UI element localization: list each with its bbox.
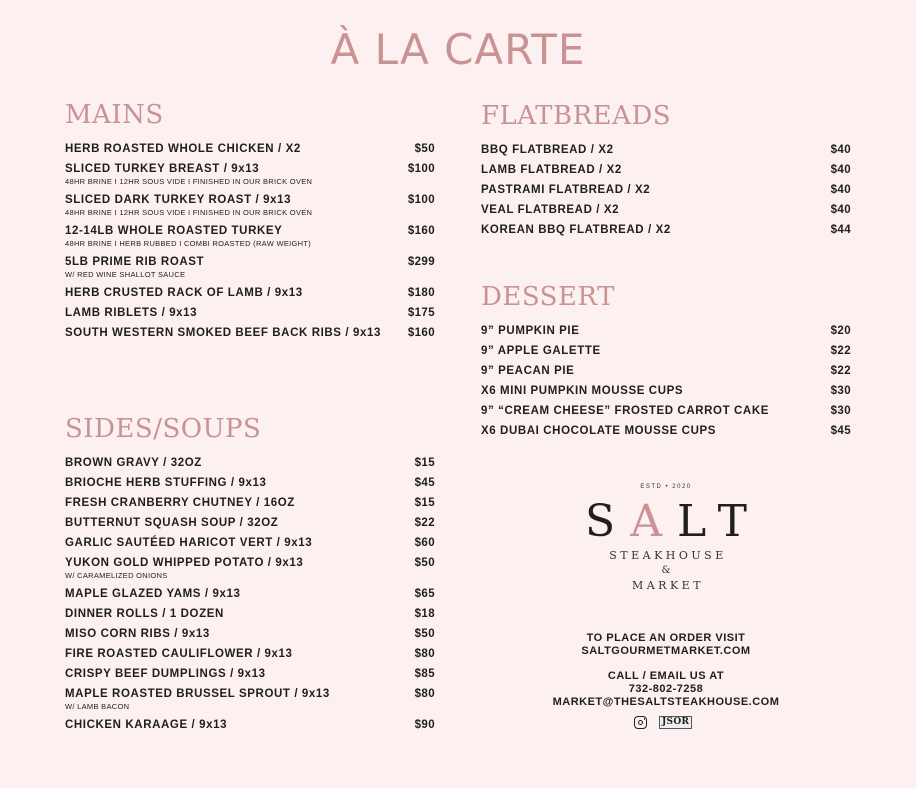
menu-item-text <box>481 183 650 197</box>
menu-item-name: PASTRAMI FLATBREAD / X2 <box>481 184 651 196</box>
menu-item-text <box>481 143 614 157</box>
menu-item-price: $100 <box>407 194 435 206</box>
menu-item-text <box>481 364 574 378</box>
logo-letter-a: A <box>630 496 677 547</box>
brand-market: MARKET <box>631 579 705 592</box>
menu-item-name: KOREAN BBQ FLATBREAD / X2 <box>481 224 671 236</box>
menu-item <box>65 516 435 530</box>
menu-item-price: $299 <box>407 256 435 268</box>
menu-item-price: $40 <box>830 184 851 196</box>
menu-item-text <box>65 456 202 470</box>
order-instruction: TO PLACE AN ORDER VISIT <box>586 632 746 644</box>
menu-item <box>481 203 851 217</box>
menu-item-name: SOUTH WESTERN SMOKED BEEF BACK RIBS / 9x13 <box>65 327 381 339</box>
menu-item-name: BBQ FLATBREAD / X2 <box>481 144 614 156</box>
menu-item <box>481 364 851 378</box>
menu-item-name: FRESH CRANBERRY CHUTNEY / 16OZ <box>65 497 295 509</box>
menu-item-text <box>65 142 301 156</box>
menu-item-text <box>65 224 311 249</box>
menu-item-price: $45 <box>414 477 435 489</box>
call-info <box>530 670 802 709</box>
menu-item-price: $90 <box>414 719 435 731</box>
menu-item <box>481 344 851 358</box>
menu-item-name: 5LB PRIME RIB ROAST <box>65 256 205 268</box>
menu-item-name: LAMB RIBLETS / 9x13 <box>65 307 198 319</box>
order-info <box>530 632 802 658</box>
menu-item-name: SLICED TURKEY BREAST / 9x13 <box>65 163 260 175</box>
menu-item <box>65 255 435 280</box>
dessert-heading: DESSERT <box>481 282 615 312</box>
menu-item-description: W/ CARAMELIZED ONIONS <box>65 571 168 580</box>
menu-item-text <box>65 587 240 601</box>
menu-item-price: $45 <box>830 425 851 437</box>
menu-item <box>65 476 435 490</box>
menu-item-price: $44 <box>830 224 851 236</box>
menu-item-name: HERB CRUSTED RACK OF LAMB / 9x13 <box>65 287 303 299</box>
menu-item <box>65 496 435 510</box>
menu-item-price: $15 <box>414 497 435 509</box>
menu-item-name: MISO CORN RIBS / 9x13 <box>65 628 210 640</box>
menu-item <box>481 223 851 237</box>
menu-item-text <box>65 286 303 300</box>
menu-item <box>481 324 851 338</box>
menu-item-name: X6 MINI PUMPKIN MOUSSE CUPS <box>481 385 684 397</box>
menu-item-price: $40 <box>830 144 851 156</box>
menu-item <box>65 647 435 661</box>
sides-section <box>65 414 435 738</box>
menu-item <box>65 587 435 601</box>
menu-item <box>65 667 435 681</box>
menu-item <box>65 687 435 712</box>
menu-item <box>481 404 851 418</box>
menu-item-price: $65 <box>414 588 435 600</box>
menu-item <box>65 607 435 621</box>
mains-list <box>65 142 435 340</box>
menu-item-price: $180 <box>407 287 435 299</box>
menu-item-name: 12-14LB WHOLE ROASTED TURKEY <box>65 225 283 237</box>
dessert-section <box>481 282 851 444</box>
menu-item-text <box>481 344 601 358</box>
menu-item-price: $175 <box>407 307 435 319</box>
menu-item-name: VEAL FLATBREAD / X2 <box>481 204 620 216</box>
menu-item <box>481 183 851 197</box>
menu-item-price: $160 <box>407 327 435 339</box>
menu-item-price: $22 <box>830 345 851 357</box>
brand-steakhouse: STEAKHOUSE <box>609 549 727 562</box>
menu-item-name: MAPLE GLAZED YAMS / 9x13 <box>65 588 241 600</box>
menu-item-text <box>65 193 312 218</box>
menu-item-description: 48HR BRINE I HERB RUBBED I COMBI ROASTED (RAW WEIGHT) <box>65 239 312 248</box>
menu-item-name: CRISPY BEEF DUMPLINGS / 9x13 <box>65 668 266 680</box>
menu-item <box>65 193 435 218</box>
menu-item-description: 48HR BRINE I 12HR SOUS VIDE I FINISHED IN OUR BRICK OVEN <box>65 208 313 217</box>
phone-number[interactable]: 732-802-7258 <box>628 683 704 695</box>
menu-item-name: SLICED DARK TURKEY ROAST / 9x13 <box>65 194 292 206</box>
menu-item-price: $30 <box>830 385 851 397</box>
page-title: À LA CARTE <box>330 25 586 74</box>
logo-letter-s: S <box>585 496 631 547</box>
menu-item <box>65 326 435 340</box>
menu-item <box>65 306 435 320</box>
menu-item-text <box>65 496 295 510</box>
menu-item <box>65 456 435 470</box>
menu-item-name: 9” PUMPKIN PIE <box>481 325 580 337</box>
menu-item-text <box>481 223 671 237</box>
flatbreads-heading: FLATBREADS <box>481 101 672 131</box>
menu-item-price: $60 <box>414 537 435 549</box>
sides-heading: SIDES/SOUPS <box>65 414 262 444</box>
menu-item-text <box>481 163 622 177</box>
logo-letter-l: L <box>676 496 718 547</box>
menu-item-text <box>65 476 266 490</box>
menu-item <box>65 718 435 732</box>
menu-item-name: 9” “CREAM CHEESE” FROSTED CARROT CAKE <box>481 405 769 417</box>
jsor-badge: JSOR <box>659 716 692 729</box>
menu-item-price: $18 <box>414 608 435 620</box>
menu-item <box>65 224 435 249</box>
menu-item <box>65 556 435 581</box>
menu-item-name: CHICKEN KARAAGE / 9x13 <box>65 719 228 731</box>
menu-item-text <box>65 718 227 732</box>
menu-item-price: $40 <box>830 204 851 216</box>
menu-item-name: BROWN GRAVY / 32OZ <box>65 457 202 469</box>
menu-item-text <box>65 536 312 550</box>
menu-item-name: GARLIC SAUTÉED HARICOT VERT / 9x13 <box>65 537 313 549</box>
menu-item-price: $30 <box>830 405 851 417</box>
menu-item-text <box>481 324 580 338</box>
menu-item-description: W/ RED WINE SHALLOT SAUCE <box>65 270 186 279</box>
brand-logo <box>540 496 792 548</box>
menu-item-price: $22 <box>414 517 435 529</box>
menu-item-text <box>481 404 769 418</box>
sides-list <box>65 456 435 732</box>
menu-item-text <box>65 607 224 621</box>
menu-item-name: HERB ROASTED WHOLE CHICKEN / X2 <box>65 143 301 155</box>
menu-item-text <box>481 203 619 217</box>
menu-item-name: DINNER ROLLS / 1 DOZEN <box>65 608 224 620</box>
brand-ampersand: & <box>661 565 671 576</box>
menu-item-text <box>65 627 210 641</box>
menu-item-text <box>65 306 197 320</box>
menu-item-text <box>65 667 266 681</box>
menu-item-text <box>65 556 303 581</box>
menu-item-name: X6 DUBAI CHOCOLATE MOUSSE CUPS <box>481 425 717 437</box>
menu-item-price: $50 <box>414 557 435 569</box>
logo-letter-t: T <box>717 496 762 547</box>
menu-item-price: $160 <box>407 225 435 237</box>
brand-established: ESTD • 2020 <box>640 484 692 490</box>
menu-item <box>65 627 435 641</box>
flatbreads-section <box>481 101 851 243</box>
flatbreads-list <box>481 143 851 237</box>
menu-item <box>65 536 435 550</box>
dessert-list <box>481 324 851 438</box>
menu-item <box>481 143 851 157</box>
mains-heading: MAINS <box>65 100 164 130</box>
menu-item-price: $22 <box>830 365 851 377</box>
mains-section <box>65 100 435 346</box>
menu-item-description: W/ LAMB BACON <box>65 702 130 711</box>
menu-item-price: $80 <box>414 648 435 660</box>
order-website-link[interactable]: SALTGOURMETMARKET.COM <box>581 645 751 657</box>
menu-item-name: LAMB FLATBREAD / X2 <box>481 164 622 176</box>
menu-item-text <box>65 687 330 712</box>
brand-logo-block <box>540 482 792 594</box>
menu-item-name: 9” PEACAN PIE <box>481 365 575 377</box>
menu-item <box>481 424 851 438</box>
menu-item-price: $80 <box>414 688 435 700</box>
menu-item <box>481 163 851 177</box>
social-links <box>634 716 692 729</box>
menu-item-name: FIRE ROASTED CAULIFLOWER / 9x13 <box>65 648 293 660</box>
menu-item-price: $85 <box>414 668 435 680</box>
menu-item-name: MAPLE ROASTED BRUSSEL SPROUT / 9x13 <box>65 688 330 700</box>
menu-item-price: $20 <box>830 325 851 337</box>
menu-item-text <box>65 516 278 530</box>
menu-item-price: $15 <box>414 457 435 469</box>
menu-item-name: BUTTERNUT SQUASH SOUP / 32OZ <box>65 517 279 529</box>
menu-item <box>65 286 435 300</box>
menu-item-text <box>65 326 381 340</box>
menu-item-name: YUKON GOLD WHIPPED POTATO / 9x13 <box>65 557 304 569</box>
menu-item <box>481 384 851 398</box>
menu-item-text <box>65 647 293 661</box>
menu-item-text <box>481 424 716 438</box>
menu-item-price: $50 <box>414 628 435 640</box>
menu-item-price: $40 <box>830 164 851 176</box>
menu-item <box>65 162 435 187</box>
menu-item-text <box>481 384 683 398</box>
menu-item-text <box>65 162 312 187</box>
instagram-icon[interactable] <box>634 716 647 729</box>
menu-item-text <box>65 255 204 280</box>
menu-item <box>65 142 435 156</box>
menu-item-price: $50 <box>414 143 435 155</box>
menu-item-description: 48HR BRINE I 12HR SOUS VIDE I FINISHED IN OUR BRICK OVEN <box>65 177 313 186</box>
menu-item-price: $100 <box>407 163 435 175</box>
menu-item-name: BRIOCHE HERB STUFFING / 9x13 <box>65 477 267 489</box>
call-instruction: CALL / EMAIL US AT <box>607 670 725 682</box>
email-link[interactable]: MARKET@THESALTSTEAKHOUSE.COM <box>552 696 780 708</box>
menu-item-name: 9” APPLE GALETTE <box>481 345 601 357</box>
